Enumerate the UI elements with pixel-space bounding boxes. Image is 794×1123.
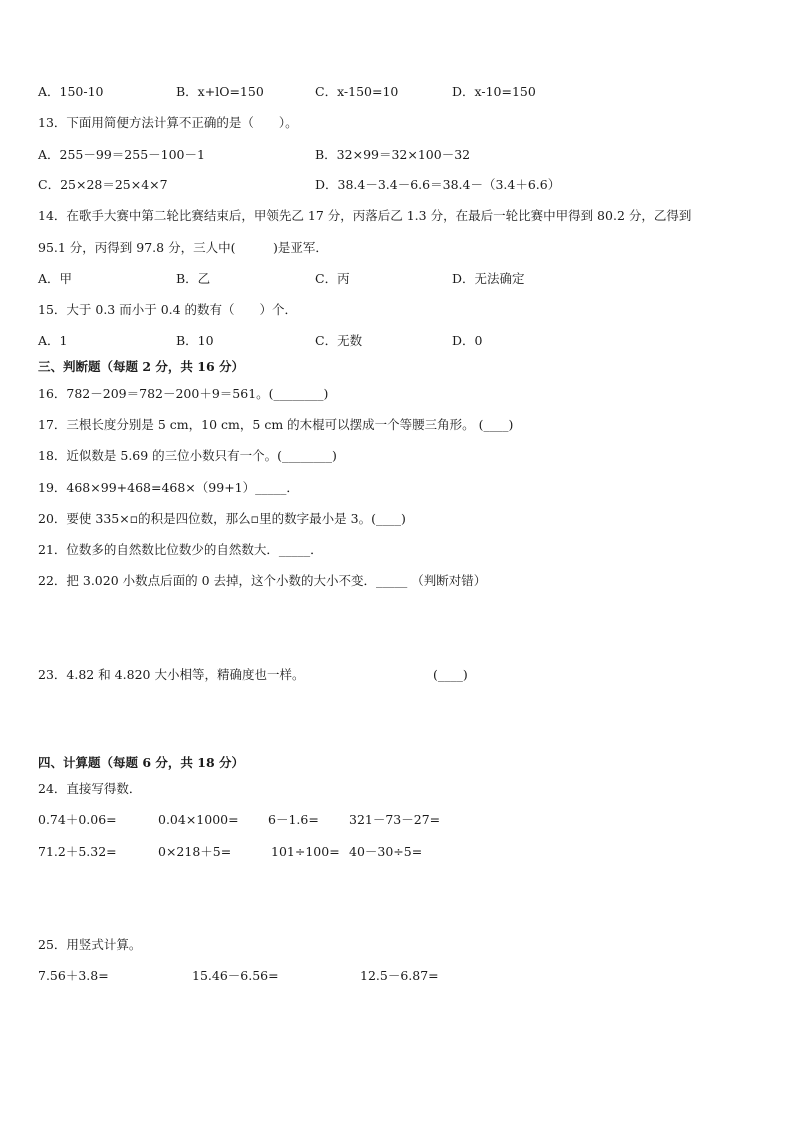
q12-option-b: B．x+lO=150 (176, 84, 264, 99)
q24-item-3: 6－1.6= (268, 812, 319, 827)
q13-option-a: A．255－99＝255－100－1 (38, 147, 205, 162)
q24-item-5: 71.2＋5.32= (38, 844, 117, 859)
q23-blank: (____) (433, 667, 468, 682)
q14-option-a: A．甲 (38, 271, 73, 286)
q14-option-d: D．无法确定 (452, 271, 525, 286)
q12-option-a: A．150-10 (38, 84, 104, 99)
q24-stem: 24．直接写得数． (38, 781, 142, 796)
q14-option-b: B．乙 (176, 271, 211, 286)
q12-option-c: C．x-150=10 (315, 84, 399, 99)
judge-q21: 21．位数多的自然数比位数少的自然数大．_____． (38, 542, 323, 557)
judge-q16: 16．782－209＝782－200＋9＝561。(________) (38, 386, 329, 401)
q14-stem-line2: 95.1 分，丙得到 97.8 分，三人中( )是亚军． (38, 240, 328, 255)
q13-option-c: C．25×28＝25×4×7 (38, 177, 168, 192)
q24-item-2: 0.04×1000= (158, 812, 239, 827)
judge-q18: 18．近似数是 5.69 的三位小数只有一个。(________) (38, 448, 337, 463)
q24-item-8: 40－30÷5= (349, 844, 423, 859)
q24-item-4: 321－73－27= (349, 812, 441, 827)
q25-stem: 25．用竖式计算。 (38, 937, 142, 952)
q15-option-a: A．1 (38, 333, 68, 348)
judge-q17: 17．三根长度分别是 5 cm，10 cm，5 cm 的木棍可以摆成一个等腰三角形。 (____) (38, 417, 514, 432)
q24-item-1: 0.74＋0.06= (38, 812, 117, 827)
q14-option-c: C．丙 (315, 271, 350, 286)
judge-q23: 23．4.82 和 4.820 大小相等，精确度也一样。 (38, 667, 305, 682)
q25-item-1: 7.56＋3.8= (38, 968, 109, 983)
q13-option-b: B．32×99＝32×100－32 (315, 147, 471, 162)
q13-option-d: D．38.4－3.4－6.6＝38.4－（3.4＋6.6） (315, 177, 561, 192)
section-4-heading: 四、计算题（每题 6 分，共 18 分） (38, 755, 245, 770)
q13-stem: 13．下面用简便方法计算不正确的是（ ）。 (38, 115, 298, 130)
judge-q19: 19．468×99+468=468×（99+1）_____． (38, 480, 299, 495)
q25-item-3: 12.5－6.87= (360, 968, 439, 983)
q25-item-2: 15.46－6.56= (192, 968, 279, 983)
q15-option-d: D．0 (452, 333, 483, 348)
q12-option-d: D．x-10=150 (452, 84, 536, 99)
q14-stem-line1: 14．在歌手大赛中第二轮比赛结束后，甲领先乙 17 分，丙落后乙 1.3 分，在最后一轮比赛中甲得到 80.2 分，乙得到 (38, 208, 692, 223)
q15-stem: 15．大于 0.3 而小于 0.4 的数有（ ）个． (38, 302, 298, 317)
q15-option-c: C．无数 (315, 333, 363, 348)
judge-q22: 22．把 3.020 小数点后面的 0 去掉，这个小数的大小不变．_____ （判断对错） (38, 573, 487, 588)
judge-q20: 20．要使 335×▫的积是四位数，那么▫里的数字最小是 3。(____) (38, 511, 406, 526)
q24-item-6: 0×218＋5= (158, 844, 232, 859)
section-3-heading: 三、判断题（每题 2 分，共 16 分） (38, 359, 245, 374)
q24-item-7: 101÷100= (271, 844, 340, 859)
q15-option-b: B．10 (176, 333, 214, 348)
